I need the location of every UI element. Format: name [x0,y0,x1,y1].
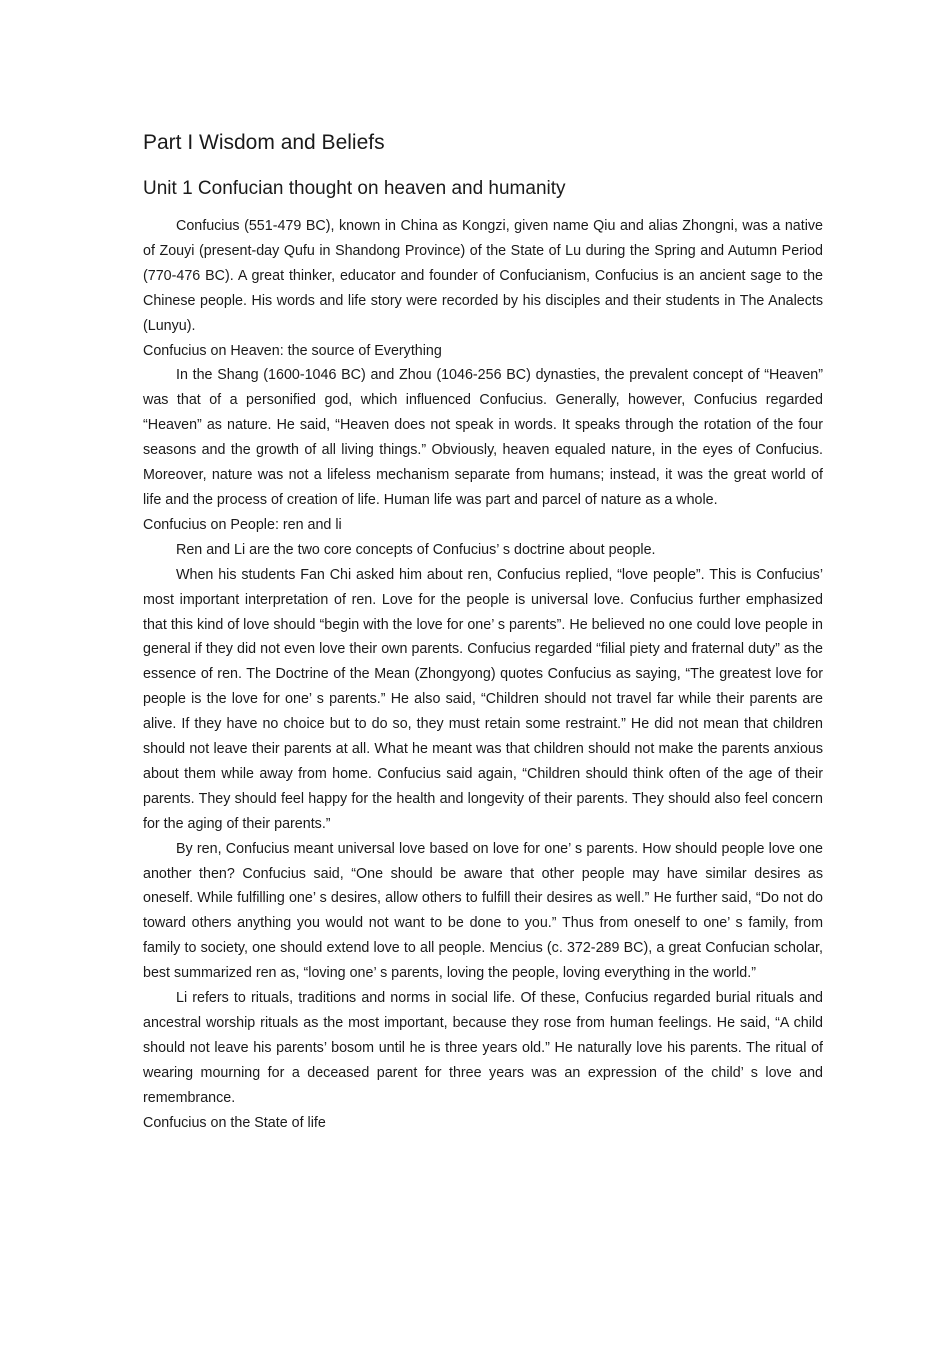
part-title: Part I Wisdom and Beliefs [143,131,385,154]
heaven-paragraph: In the Shang (1600-1046 BC) and Zhou (1046-256 BC) dynasties, the prevalent concept of “Heaven” was that of a personified god, which influenced Confucius. Generally, however, Confucius regarded “Heaven” as nature. He said, “Heaven does not speak in words. It speaks through the rotation of the four seasons and the growth of all living things.” Obviously, heaven equaled nature, in the eyes of Confucius. Moreover, nature was not a lifeless mechanism separate from humans; instead, it was the great world of life and the process of creation of life. Human life was part and parcel of nature as a whole. [143,367,823,508]
ren-li-paragraph: Ren and Li are the two core concepts of Confucius’ s doctrine about people. [176,541,656,558]
li-paragraph: Li refers to rituals, traditions and norms in social life. Of these, Confucius regarded burial rituals and ancestral worship rituals as the most important, because they rose from human feelings. He said, “A child should not leave his parents’ bosom until he is three years old.” He naturally love his parents. The ritual of wearing mourning for a deceased parent for three years was an expression of the child’ s love and remembrance. [143,990,823,1106]
document-page [143,128,823,1136]
section-heading-heaven: Confucius on Heaven: the source of Everything [143,342,442,359]
section-heading-state-of-life: Confucius on the State of life [143,1114,326,1131]
universal-love-paragraph: By ren, Confucius meant universal love based on love for one’ s parents. How should people love one another then? Confucius said, “One should be aware that other people may have similar desires as oneself. While fulfilling one’ s desires, allow others to fulfill their desires as well.” He further said, “Do not do toward others anything you would not want to be done to you.” Thus from oneself to one’ s family, from family to society, one should extend love to all people. Mencius (c. 372-289 BC), a great Confucian scholar, best summarized ren as, “loving one’ s parents, loving the people, loving everything in the world.” [143,840,823,982]
intro-paragraph: Confucius (551-479 BC), known in China as Kongzi, given name Qiu and alias Zhongni, was a native of Zouyi (present-day Qufu in Shandong Province) of the State of Lu during the Spring and Autumn Period (770-476 BC). A great thinker, educator and founder of Confucianism, Confucius is an ancient sage to the Chinese people. His words and life story were recorded by his disciples and their students in The Analects (Lunyu). [143,218,823,334]
ren-paragraph: When his students Fan Chi asked him about ren, Confucius replied, “love people”. This is Confucius’ most important interpretation of ren. Love for the people is universal love. Confucius further emphasized that this kind of love should “begin with the love for one’ s parents”. He believed no one could love people in general if they did not even love their own parents. Confucius regarded “filial piety and fraternal duty” as the essence of ren. The Doctrine of the Mean (Zhongyong) quotes Confucius as saying, “The greatest love for people is the love for one’ s parents.” He also said, “Children should not travel far while their parents are alive. If they have no choice but to do so, they must retain some restraint.” He did not mean that children should not leave their parents at all. What he meant was that children should not make the parents anxious about them while away from home. Confucius said again, “Children should think often of the age of their parents. They should feel happy for the health and longevity of their parents. They should also feel concern for the aging of their parents.” [143,566,823,832]
unit-title: Unit 1 Confucian thought on heaven and humanity [143,178,566,199]
section-heading-people: Confucius on People: ren and li [143,516,342,533]
